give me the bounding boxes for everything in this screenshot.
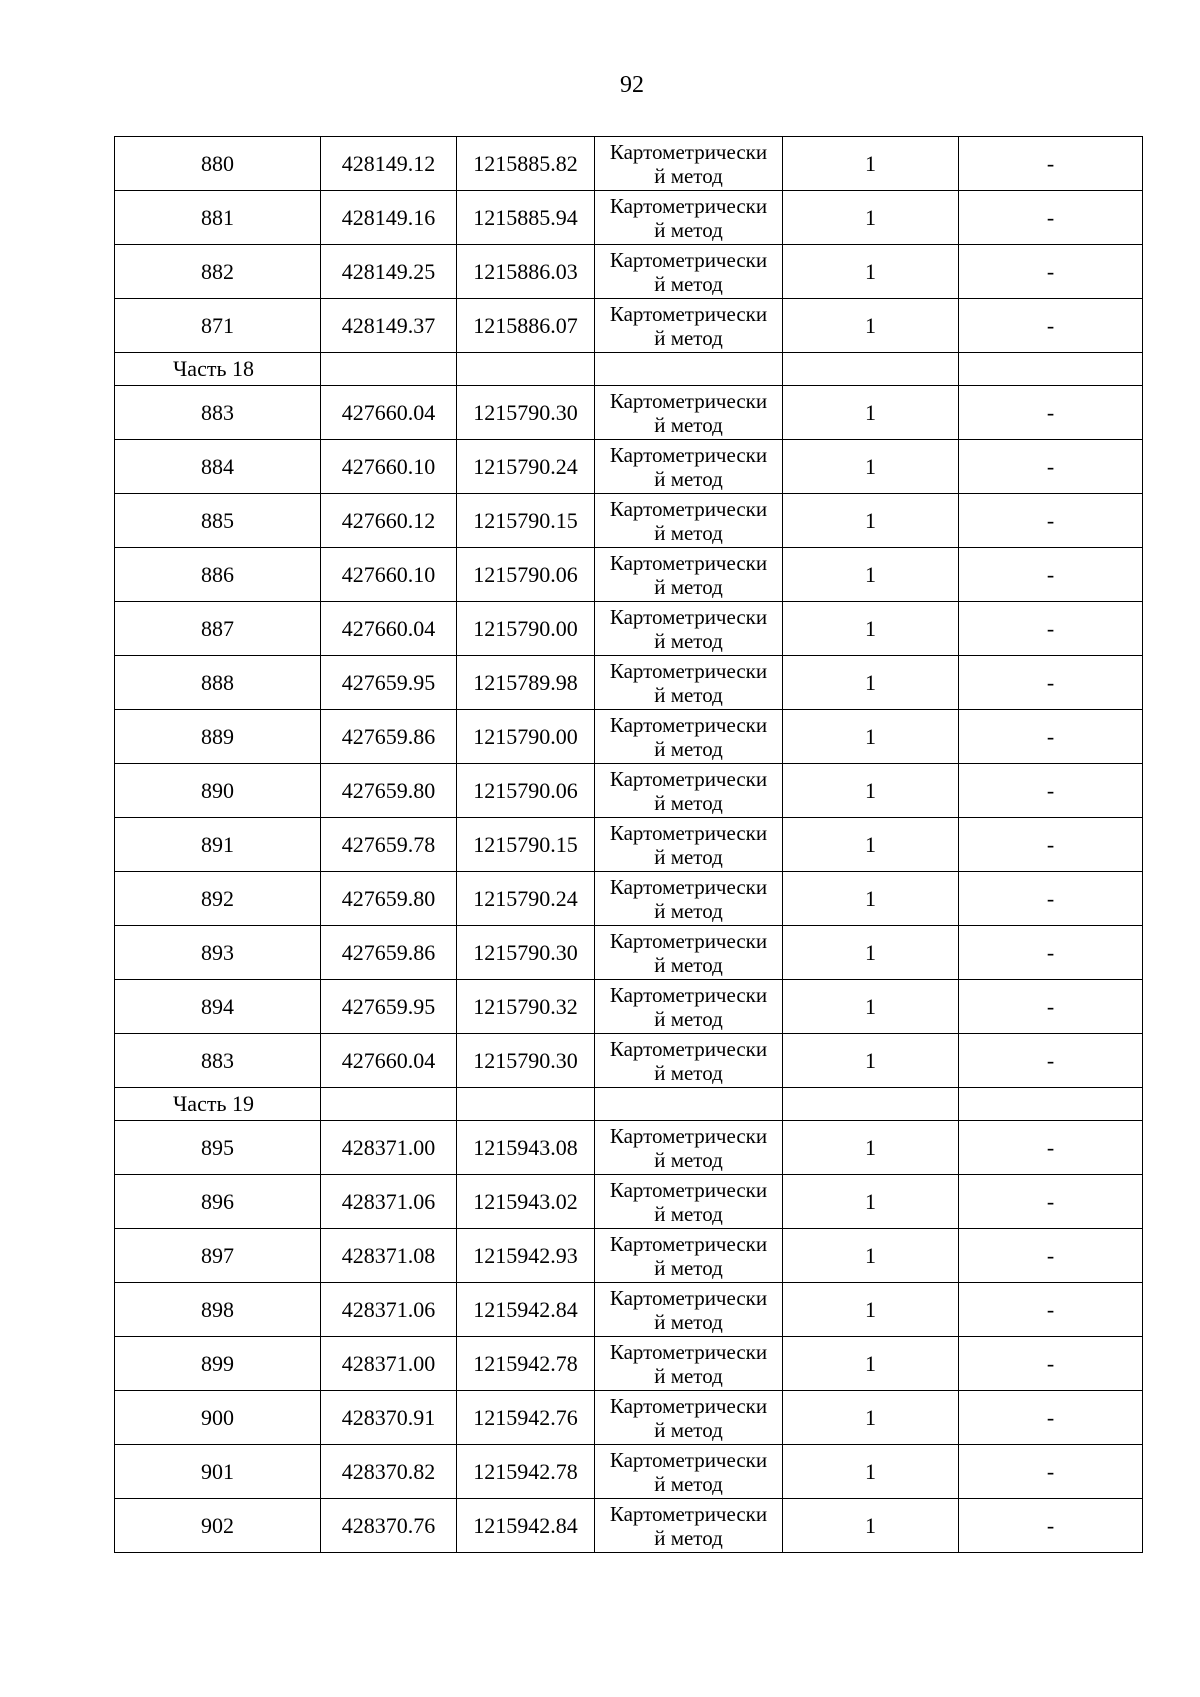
x-coordinate-cell: 427659.95 <box>321 980 457 1034</box>
method-cell <box>595 1034 783 1088</box>
note-cell: - <box>959 926 1143 980</box>
point-id-cell: 891 <box>115 818 321 872</box>
method-line-1: Картометрически <box>609 442 768 467</box>
table-row <box>115 980 1143 1034</box>
x-coordinate-cell: 428149.16 <box>321 191 457 245</box>
note-cell: - <box>959 818 1143 872</box>
method-line-2: й метод <box>654 898 723 923</box>
method-line-2: й метод <box>654 271 723 296</box>
y-coordinate-cell: 1215942.84 <box>457 1283 595 1337</box>
x-coordinate-cell: 427659.86 <box>321 710 457 764</box>
method-line-2: й метод <box>654 217 723 242</box>
y-coordinate-cell: 1215790.32 <box>457 980 595 1034</box>
method-cell <box>595 818 783 872</box>
method-cell <box>595 299 783 353</box>
point-id-cell: 892 <box>115 872 321 926</box>
x-coordinate-cell: 428149.12 <box>321 137 457 191</box>
method-cell <box>595 1391 783 1445</box>
note-cell: - <box>959 1283 1143 1337</box>
note-cell: - <box>959 548 1143 602</box>
accuracy-cell: 1 <box>783 1499 959 1553</box>
y-coordinate-cell: 1215790.30 <box>457 386 595 440</box>
accuracy-cell: 1 <box>783 1445 959 1499</box>
y-coordinate-cell: 1215790.30 <box>457 926 595 980</box>
y-coordinate-cell: 1215790.00 <box>457 602 595 656</box>
method-cell <box>595 191 783 245</box>
table-row <box>115 1034 1143 1088</box>
table-row <box>115 1445 1143 1499</box>
table-row <box>115 656 1143 710</box>
method-line-2: й метод <box>654 1309 723 1334</box>
empty-cell <box>321 353 457 386</box>
method-cell <box>595 494 783 548</box>
accuracy-cell: 1 <box>783 602 959 656</box>
x-coordinate-cell: 428371.06 <box>321 1283 457 1337</box>
empty-cell <box>959 1088 1143 1121</box>
y-coordinate-cell: 1215942.78 <box>457 1445 595 1499</box>
y-coordinate-cell: 1215942.76 <box>457 1391 595 1445</box>
x-coordinate-cell: 427659.86 <box>321 926 457 980</box>
accuracy-cell: 1 <box>783 980 959 1034</box>
coordinates-table-body <box>115 137 1143 1553</box>
y-coordinate-cell: 1215790.24 <box>457 440 595 494</box>
accuracy-cell: 1 <box>783 494 959 548</box>
method-cell <box>595 548 783 602</box>
method-line-2: й метод <box>654 1255 723 1280</box>
method-line-1: Картометрически <box>609 301 768 326</box>
section-label: Часть 18 <box>115 353 321 386</box>
table-row <box>115 872 1143 926</box>
y-coordinate-cell: 1215943.02 <box>457 1175 595 1229</box>
y-coordinate-cell: 1215790.15 <box>457 494 595 548</box>
point-id-cell: 901 <box>115 1445 321 1499</box>
note-cell: - <box>959 1445 1143 1499</box>
y-coordinate-cell: 1215790.00 <box>457 710 595 764</box>
method-cell <box>595 137 783 191</box>
method-line-2: й метод <box>654 736 723 761</box>
table-row <box>115 494 1143 548</box>
method-cell <box>595 1175 783 1229</box>
point-id-cell: 880 <box>115 137 321 191</box>
method-line-1: Картометрически <box>609 604 768 629</box>
table-row <box>115 386 1143 440</box>
x-coordinate-cell: 427660.04 <box>321 386 457 440</box>
coordinates-table <box>114 136 1143 1553</box>
table-row <box>115 1391 1143 1445</box>
y-coordinate-cell: 1215886.03 <box>457 245 595 299</box>
method-line-2: й метод <box>654 1147 723 1172</box>
accuracy-cell: 1 <box>783 1229 959 1283</box>
note-cell: - <box>959 440 1143 494</box>
empty-cell <box>783 353 959 386</box>
method-line-2: й метод <box>654 1006 723 1031</box>
method-line-1: Картометрически <box>609 820 768 845</box>
method-line-1: Картометрически <box>609 139 768 164</box>
y-coordinate-cell: 1215790.06 <box>457 548 595 602</box>
point-id-cell: 883 <box>115 386 321 440</box>
x-coordinate-cell: 428371.08 <box>321 1229 457 1283</box>
empty-cell <box>959 353 1143 386</box>
method-cell <box>595 710 783 764</box>
table-row <box>115 818 1143 872</box>
point-id-cell: 890 <box>115 764 321 818</box>
method-line-1: Картометрически <box>609 496 768 521</box>
accuracy-cell: 1 <box>783 872 959 926</box>
point-id-cell: 881 <box>115 191 321 245</box>
method-line-1: Картометрически <box>609 1231 768 1256</box>
method-line-1: Картометрически <box>609 874 768 899</box>
table-row <box>115 245 1143 299</box>
method-line-2: й метод <box>654 628 723 653</box>
y-coordinate-cell: 1215886.07 <box>457 299 595 353</box>
empty-cell <box>321 1088 457 1121</box>
method-line-2: й метод <box>654 1363 723 1388</box>
point-id-cell: 871 <box>115 299 321 353</box>
note-cell: - <box>959 1337 1143 1391</box>
y-coordinate-cell: 1215790.06 <box>457 764 595 818</box>
x-coordinate-cell: 427659.80 <box>321 764 457 818</box>
note-cell: - <box>959 245 1143 299</box>
table-row <box>115 1175 1143 1229</box>
method-cell <box>595 656 783 710</box>
x-coordinate-cell: 427659.95 <box>321 656 457 710</box>
method-cell <box>595 872 783 926</box>
point-id-cell: 889 <box>115 710 321 764</box>
accuracy-cell: 1 <box>783 386 959 440</box>
method-line-2: й метод <box>654 1060 723 1085</box>
table-row <box>115 1121 1143 1175</box>
method-line-1: Картометрически <box>609 982 768 1007</box>
method-line-2: й метод <box>654 466 723 491</box>
table-row <box>115 710 1143 764</box>
y-coordinate-cell: 1215789.98 <box>457 656 595 710</box>
point-id-cell: 883 <box>115 1034 321 1088</box>
point-id-cell: 893 <box>115 926 321 980</box>
method-cell <box>595 245 783 299</box>
note-cell: - <box>959 494 1143 548</box>
y-coordinate-cell: 1215942.84 <box>457 1499 595 1553</box>
method-line-2: й метод <box>654 844 723 869</box>
method-line-1: Картометрически <box>609 658 768 683</box>
method-line-2: й метод <box>654 412 723 437</box>
empty-cell <box>595 353 783 386</box>
y-coordinate-cell: 1215790.30 <box>457 1034 595 1088</box>
x-coordinate-cell: 428370.91 <box>321 1391 457 1445</box>
note-cell: - <box>959 386 1143 440</box>
y-coordinate-cell: 1215885.82 <box>457 137 595 191</box>
table-row <box>115 1283 1143 1337</box>
table-row <box>115 548 1143 602</box>
point-id-cell: 900 <box>115 1391 321 1445</box>
accuracy-cell: 1 <box>783 1034 959 1088</box>
table-row <box>115 926 1143 980</box>
method-line-1: Картометрически <box>609 1501 768 1526</box>
empty-cell <box>783 1088 959 1121</box>
point-id-cell: 902 <box>115 1499 321 1553</box>
method-line-1: Картометрически <box>609 1447 768 1472</box>
table-row <box>115 299 1143 353</box>
point-id-cell: 885 <box>115 494 321 548</box>
table-row <box>115 602 1143 656</box>
accuracy-cell: 1 <box>783 656 959 710</box>
method-line-2: й метод <box>654 1417 723 1442</box>
note-cell: - <box>959 1499 1143 1553</box>
accuracy-cell: 1 <box>783 1337 959 1391</box>
x-coordinate-cell: 428370.82 <box>321 1445 457 1499</box>
point-id-cell: 898 <box>115 1283 321 1337</box>
accuracy-cell: 1 <box>783 1121 959 1175</box>
method-cell <box>595 440 783 494</box>
page-number: 92 <box>620 72 644 98</box>
accuracy-cell: 1 <box>783 1391 959 1445</box>
accuracy-cell: 1 <box>783 710 959 764</box>
x-coordinate-cell: 428371.06 <box>321 1175 457 1229</box>
method-line-1: Картометрически <box>609 550 768 575</box>
table-row <box>115 1499 1143 1553</box>
x-coordinate-cell: 427659.78 <box>321 818 457 872</box>
note-cell: - <box>959 299 1143 353</box>
method-cell <box>595 602 783 656</box>
accuracy-cell: 1 <box>783 245 959 299</box>
note-cell: - <box>959 1229 1143 1283</box>
point-id-cell: 886 <box>115 548 321 602</box>
point-id-cell: 884 <box>115 440 321 494</box>
x-coordinate-cell: 427660.12 <box>321 494 457 548</box>
table-row <box>115 137 1143 191</box>
note-cell: - <box>959 656 1143 710</box>
x-coordinate-cell: 428149.25 <box>321 245 457 299</box>
accuracy-cell: 1 <box>783 299 959 353</box>
method-line-1: Картометрически <box>609 712 768 737</box>
method-line-2: й метод <box>654 682 723 707</box>
method-line-2: й метод <box>654 952 723 977</box>
method-line-2: й метод <box>654 163 723 188</box>
method-line-2: й метод <box>654 1201 723 1226</box>
table-row <box>115 440 1143 494</box>
empty-cell <box>595 1088 783 1121</box>
method-line-2: й метод <box>654 790 723 815</box>
accuracy-cell: 1 <box>783 926 959 980</box>
y-coordinate-cell: 1215885.94 <box>457 191 595 245</box>
note-cell: - <box>959 710 1143 764</box>
note-cell: - <box>959 1175 1143 1229</box>
method-cell <box>595 926 783 980</box>
method-cell <box>595 1445 783 1499</box>
method-line-1: Картометрически <box>609 1393 768 1418</box>
accuracy-cell: 1 <box>783 1175 959 1229</box>
accuracy-cell: 1 <box>783 1283 959 1337</box>
section-row <box>115 353 1143 386</box>
note-cell: - <box>959 1034 1143 1088</box>
note-cell: - <box>959 1121 1143 1175</box>
method-line-2: й метод <box>654 574 723 599</box>
method-cell <box>595 1283 783 1337</box>
table-row <box>115 764 1143 818</box>
y-coordinate-cell: 1215943.08 <box>457 1121 595 1175</box>
note-cell: - <box>959 872 1143 926</box>
x-coordinate-cell: 427660.04 <box>321 602 457 656</box>
x-coordinate-cell: 427660.10 <box>321 548 457 602</box>
point-id-cell: 894 <box>115 980 321 1034</box>
method-line-1: Картометрически <box>609 193 768 218</box>
section-row <box>115 1088 1143 1121</box>
x-coordinate-cell: 428371.00 <box>321 1121 457 1175</box>
method-cell <box>595 1229 783 1283</box>
x-coordinate-cell: 428149.37 <box>321 299 457 353</box>
method-line-1: Картометрически <box>609 1036 768 1061</box>
table-row <box>115 191 1143 245</box>
note-cell: - <box>959 764 1143 818</box>
method-line-1: Картометрически <box>609 1177 768 1202</box>
y-coordinate-cell: 1215942.78 <box>457 1337 595 1391</box>
method-line-2: й метод <box>654 1525 723 1550</box>
accuracy-cell: 1 <box>783 440 959 494</box>
x-coordinate-cell: 427660.10 <box>321 440 457 494</box>
y-coordinate-cell: 1215790.15 <box>457 818 595 872</box>
note-cell: - <box>959 980 1143 1034</box>
x-coordinate-cell: 427659.80 <box>321 872 457 926</box>
method-cell <box>595 980 783 1034</box>
method-line-1: Картометрически <box>609 388 768 413</box>
accuracy-cell: 1 <box>783 137 959 191</box>
accuracy-cell: 1 <box>783 764 959 818</box>
note-cell: - <box>959 191 1143 245</box>
method-line-1: Картометрически <box>609 766 768 791</box>
point-id-cell: 899 <box>115 1337 321 1391</box>
method-cell <box>595 386 783 440</box>
method-cell <box>595 764 783 818</box>
point-id-cell: 882 <box>115 245 321 299</box>
empty-cell <box>457 353 595 386</box>
x-coordinate-cell: 427660.04 <box>321 1034 457 1088</box>
method-line-2: й метод <box>654 325 723 350</box>
method-line-2: й метод <box>654 520 723 545</box>
method-cell <box>595 1337 783 1391</box>
method-cell <box>595 1499 783 1553</box>
method-line-2: й метод <box>654 1471 723 1496</box>
note-cell: - <box>959 602 1143 656</box>
point-id-cell: 897 <box>115 1229 321 1283</box>
table-row <box>115 1229 1143 1283</box>
note-cell: - <box>959 137 1143 191</box>
x-coordinate-cell: 428370.76 <box>321 1499 457 1553</box>
method-line-1: Картометрически <box>609 247 768 272</box>
point-id-cell: 888 <box>115 656 321 710</box>
point-id-cell: 895 <box>115 1121 321 1175</box>
accuracy-cell: 1 <box>783 548 959 602</box>
method-line-1: Картометрически <box>609 1339 768 1364</box>
method-line-1: Картометрически <box>609 1285 768 1310</box>
x-coordinate-cell: 428371.00 <box>321 1337 457 1391</box>
note-cell: - <box>959 1391 1143 1445</box>
accuracy-cell: 1 <box>783 191 959 245</box>
section-label: Часть 19 <box>115 1088 321 1121</box>
empty-cell <box>457 1088 595 1121</box>
point-id-cell: 896 <box>115 1175 321 1229</box>
method-line-1: Картометрически <box>609 1123 768 1148</box>
y-coordinate-cell: 1215942.93 <box>457 1229 595 1283</box>
y-coordinate-cell: 1215790.24 <box>457 872 595 926</box>
method-cell <box>595 1121 783 1175</box>
point-id-cell: 887 <box>115 602 321 656</box>
accuracy-cell: 1 <box>783 818 959 872</box>
table-row <box>115 1337 1143 1391</box>
method-line-1: Картометрически <box>609 928 768 953</box>
